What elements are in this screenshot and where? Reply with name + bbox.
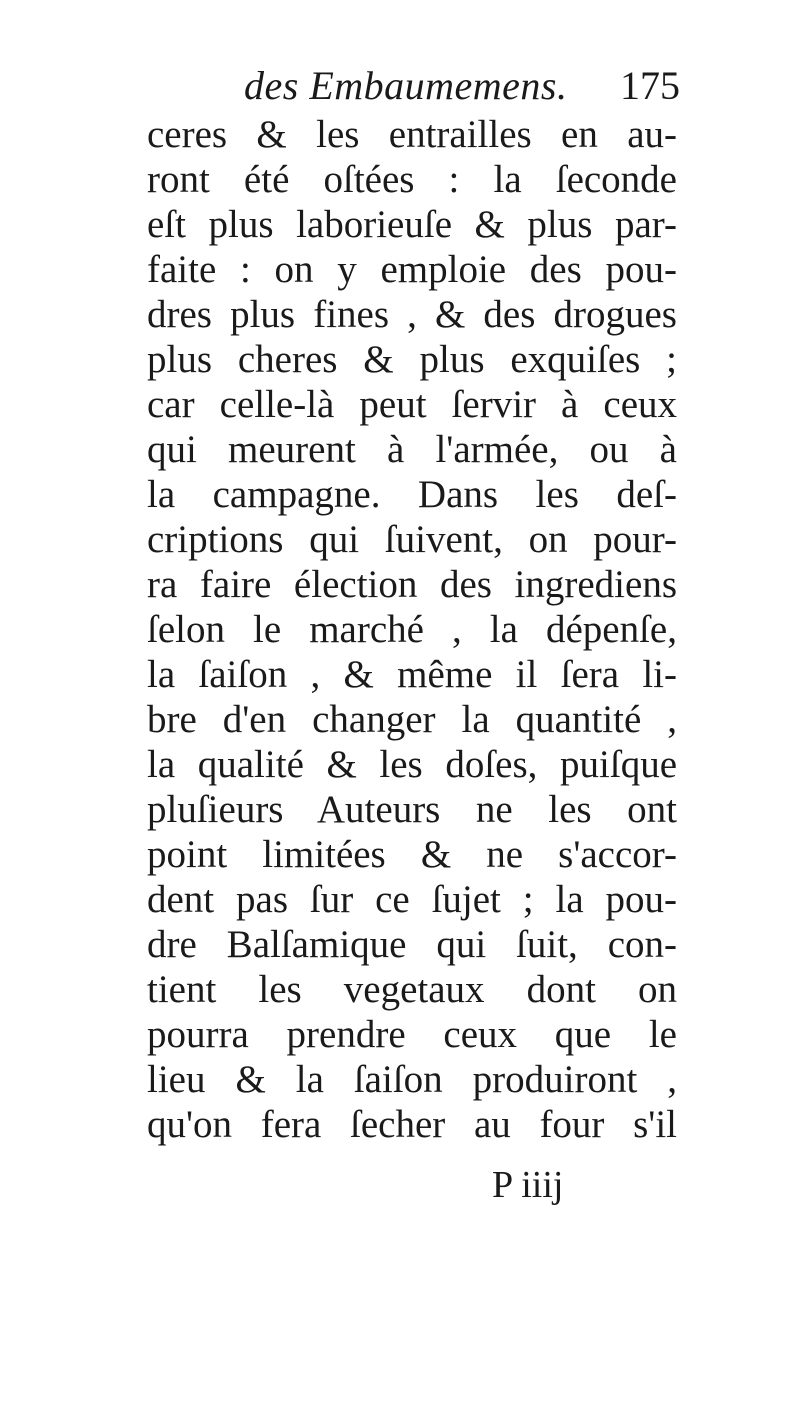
text-line: la ſaiſon , & même il ſera li- — [147, 653, 677, 696]
text-line: pluſieurs Auteurs ne les ont — [147, 788, 677, 831]
text-line: criptions qui ſuivent, on pour- — [147, 518, 677, 561]
running-head — [240, 62, 680, 114]
text-line: la campagne. Dans les deſ- — [147, 473, 677, 516]
text-line: plus cheres & plus exquiſes ; — [147, 338, 677, 381]
text-line: dent pas ſur ce ſujet ; la pou- — [147, 878, 677, 921]
page-number: 175 — [620, 63, 680, 108]
text-line: la qualité & les doſes, puiſque — [147, 743, 677, 786]
text-line: dre Balſamique qui ſuit, con- — [147, 923, 677, 966]
text-line: ceres & les entrailles en au- — [147, 113, 677, 156]
running-title: des Embaumemens. — [244, 63, 568, 108]
text-line: lieu & la ſaiſon produiront , — [147, 1058, 677, 1101]
text-line: qu'on fera ſecher au four s'il — [147, 1103, 677, 1146]
text-line: faite : on y emploie des pou- — [147, 248, 677, 291]
text-line: ront été oſtées : la ſeconde — [147, 158, 677, 201]
text-line: point limitées & ne s'accor- — [147, 833, 677, 876]
text-line: qui meurent à l'armée, ou à — [147, 428, 677, 471]
text-line: bre d'en changer la quantité , — [147, 698, 677, 741]
text-line: ra faire élection des ingrediens — [147, 563, 677, 606]
body-text — [147, 112, 677, 1147]
text-line: dres plus fines , & des drogues — [147, 293, 677, 336]
text-line: tient les vegetaux dont on — [147, 968, 677, 1011]
text-line: pourra prendre ceux que le — [147, 1013, 677, 1056]
signature-mark: P iiij — [492, 1164, 564, 1206]
text-line: ſelon le marché , la dépenſe, — [147, 608, 677, 651]
text-line: eſt plus laborieuſe & plus par- — [147, 203, 677, 246]
text-line: car celle-là peut ſervir à ceux — [147, 383, 677, 426]
